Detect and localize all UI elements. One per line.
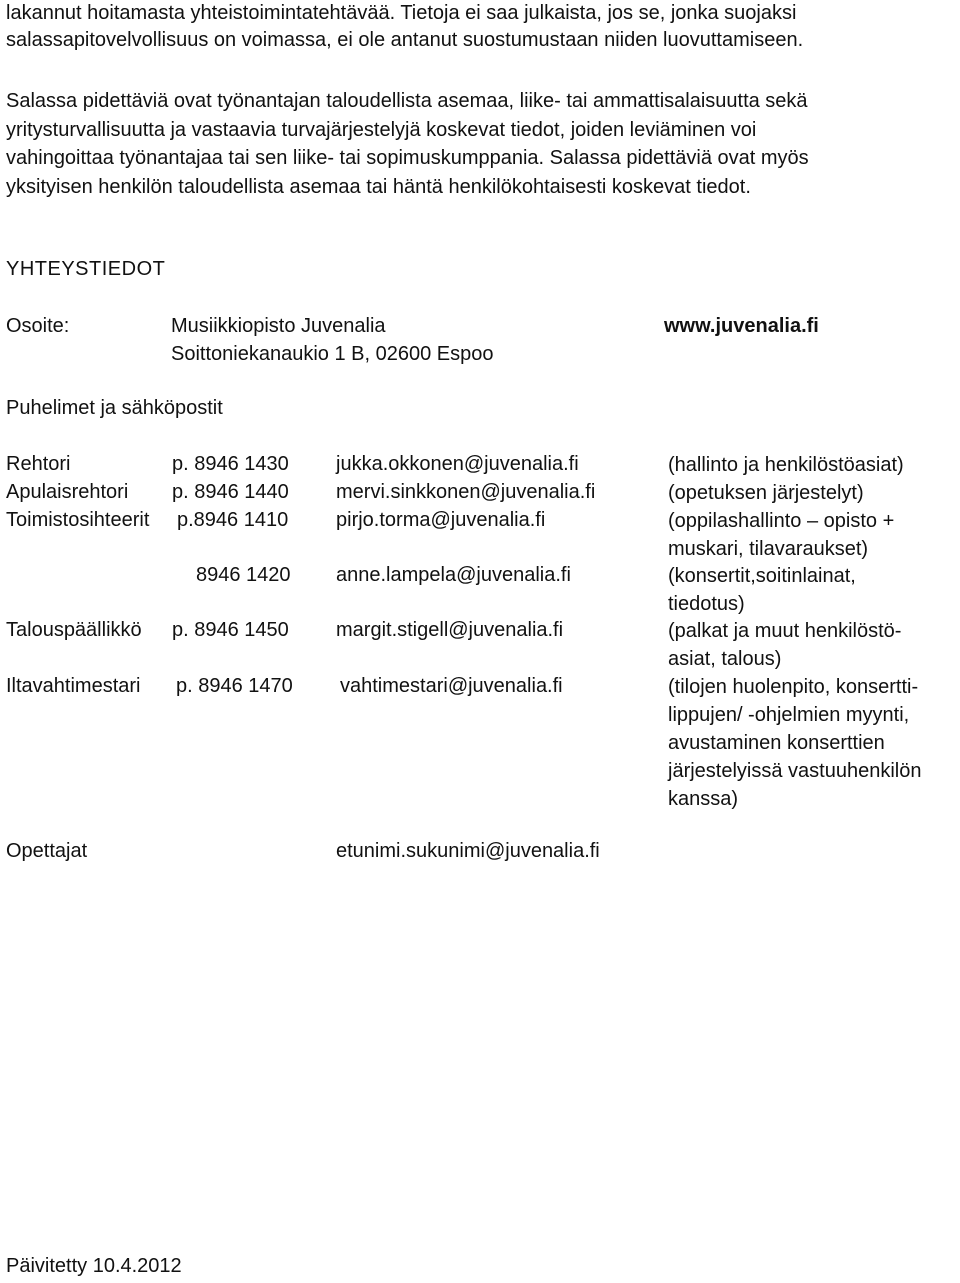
- intro-paragraph: [6, 0, 956, 54]
- contact-description-line: (oppilashallinto – opisto +: [668, 510, 895, 532]
- contact-phone: p. 8946 1440: [172, 481, 289, 503]
- contact-description-line: järjestelyissä vastuuhenkilön: [668, 760, 922, 782]
- contact-description-line: tiedotus): [668, 593, 745, 615]
- contact-email[interactable]: margit.stigell@juvenalia.fi: [336, 619, 564, 641]
- contact-email[interactable]: mervi.sinkkonen@juvenalia.fi: [336, 481, 596, 503]
- contact-email[interactable]: anne.lampela@juvenalia.fi: [336, 564, 571, 586]
- intro-line: lakannut hoitamasta yhteistoimintatehtävää. Tietoja ei saa julkaista, jos se, jonka suojaksi: [6, 2, 797, 24]
- contact-description-line: (tilojen huolenpito, konsertti-: [668, 676, 919, 698]
- contact-description: [668, 479, 864, 507]
- teachers-label: Opettajat: [6, 840, 88, 862]
- contact-role: Iltavahtimestari: [6, 675, 141, 697]
- website-link[interactable]: www.juvenalia.fi: [664, 315, 819, 337]
- contact-row-office-secretaries: [0, 507, 960, 560]
- contact-description-line: kanssa): [668, 788, 739, 810]
- contact-row-vice-principal: [0, 479, 960, 506]
- secrecy-line: Salassa pidettäviä ovat työnantajan taloudellista asemaa, liike- tai ammattisalaisuutta sekä: [6, 90, 808, 112]
- contact-description-line: lippujen/ -ohjelmien myynti,: [668, 704, 910, 726]
- contact-phone: p. 8946 1430: [172, 453, 289, 475]
- contact-description-line: avustaminen konserttien: [668, 732, 885, 754]
- contact-description-line: (palkat ja muut henkilöstö-: [668, 620, 902, 642]
- contact-role: Rehtori: [6, 453, 71, 475]
- org-name: Musiikkiopisto Juvenalia: [171, 315, 386, 337]
- contact-email[interactable]: jukka.okkonen@juvenalia.fi: [336, 453, 579, 475]
- secrecy-line: vahingoittaa työnantajaa tai sen liike- tai sopimuskumppania. Salassa pidettäviä ovat myös: [6, 147, 809, 169]
- contact-description-line: asiat, talous): [668, 648, 782, 670]
- contact-role: Talouspäällikkö: [6, 619, 142, 641]
- secrecy-paragraph: [6, 87, 956, 201]
- updated-date: Päivitetty 10.4.2012: [6, 1255, 182, 1277]
- street-address: Soittoniekanaukio 1 B, 02600 Espoo: [171, 343, 494, 365]
- contact-role: Toimistosihteerit: [6, 509, 150, 531]
- contact-description: [668, 507, 894, 563]
- contact-email[interactable]: pirjo.torma@juvenalia.fi: [336, 509, 546, 531]
- contact-row-evening-caretaker: [0, 673, 960, 810]
- secrecy-line: yksityisen henkilön taloudellista asemaa tai häntä henkilökohtaisesti koskevat tiedot.: [6, 175, 751, 198]
- contact-description: [668, 673, 921, 813]
- contact-description: [668, 451, 904, 479]
- contact-description-line: (konsertit,soitinlainat,: [668, 565, 856, 587]
- contact-phone: 8946 1420: [196, 564, 291, 586]
- contact-phone: p. 8946 1450: [172, 619, 289, 641]
- address-label: Osoite:: [6, 315, 70, 337]
- contact-row-finance-manager: [0, 617, 960, 670]
- contact-description-line: (hallinto ja henkilöstöasiat): [668, 454, 904, 476]
- contact-email[interactable]: vahtimestari@juvenalia.fi: [340, 675, 563, 697]
- contact-phone: p.8946 1410: [177, 509, 289, 531]
- contact-phone: p. 8946 1470: [176, 675, 293, 697]
- contact-description: [668, 617, 901, 673]
- contact-description-line: muskari, tilavaraukset): [668, 538, 869, 560]
- intro-line: salassapitovelvollisuus on voimassa, ei ole antanut suostumustaan niiden luovuttamiseen.: [6, 29, 804, 51]
- contact-role: Apulaisrehtori: [6, 481, 129, 503]
- contact-row-principal: [0, 451, 960, 478]
- contacts-heading: YHTEYSTIEDOT: [6, 258, 166, 280]
- teachers-email[interactable]: etunimi.sukunimi@juvenalia.fi: [336, 840, 600, 862]
- contact-description: [668, 562, 856, 618]
- secrecy-line: yritysturvallisuutta ja vastaavia turvajärjestelyjä koskevat tiedot, joiden leviäminen voi: [6, 118, 757, 141]
- phones-heading: Puhelimet ja sähköpostit: [6, 397, 223, 419]
- contact-row-second-secretary: [0, 562, 960, 615]
- contact-description-line: (opetuksen järjestelyt): [668, 482, 864, 504]
